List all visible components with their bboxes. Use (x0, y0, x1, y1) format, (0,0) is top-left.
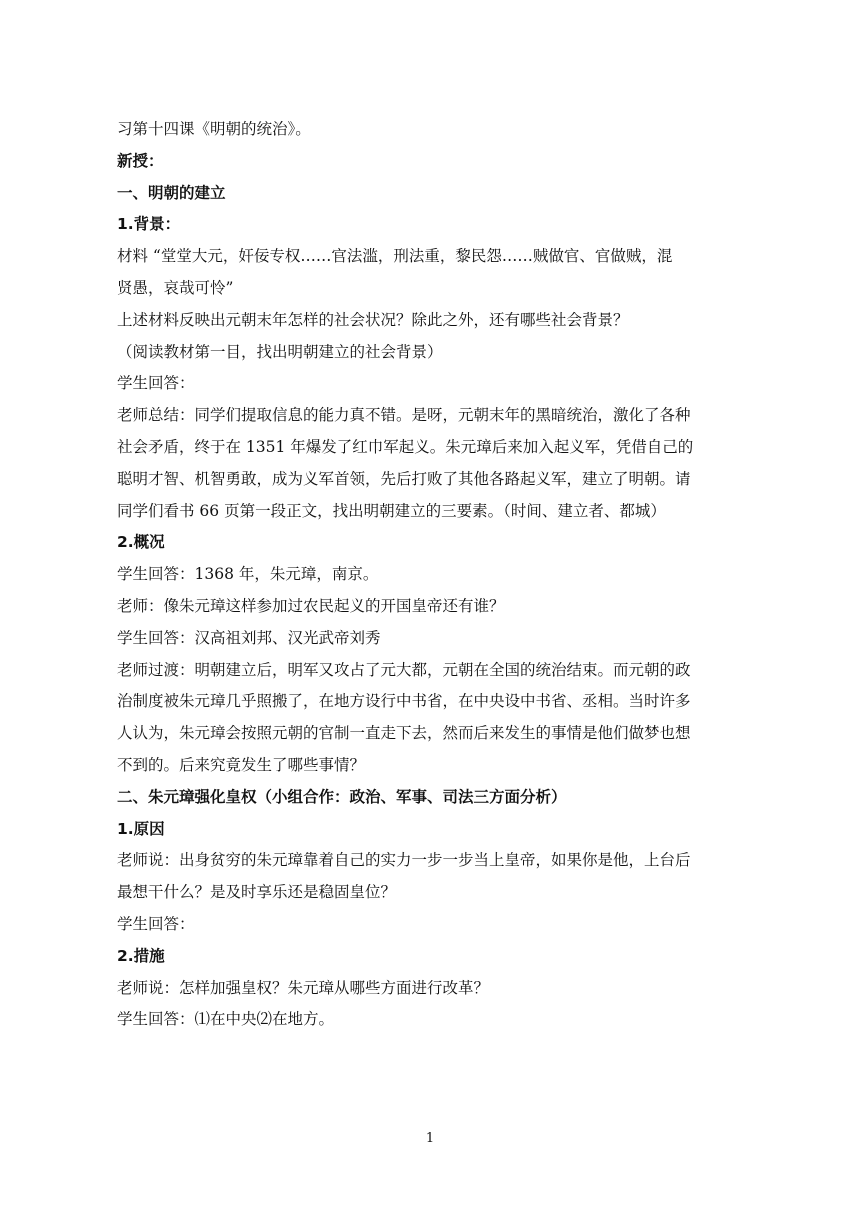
text-line: 学生回答： (117, 914, 195, 933)
text-line: （阅读教材第一目，找出明朝建立的社会背景） (117, 342, 443, 361)
document-body (117, 114, 757, 1036)
text-line: 学生回答： (117, 374, 195, 393)
page-number: 1 (425, 1131, 435, 1146)
text-line: 学生回答：1368 年，朱元璋，南京。 (117, 565, 379, 584)
text-line: 老师总结：同学们提取信息的能力真不错。是呀，元朝末年的黑暗统治，激化了各种 (117, 406, 691, 425)
text-line: 贤愚，哀哉可怜” (117, 278, 234, 297)
text-line: 最想干什么？是及时享乐还是稳固皇位？ (117, 883, 397, 902)
text-line: 老师说：出身贫穷的朱元璋靠着自己的实力一步一步当上皇帝，如果你是他，上台后 (117, 851, 691, 870)
section-heading: 1.原因 (117, 819, 165, 838)
section-heading: 二、朱元璋强化皇权（小组合作：政治、军事、司法三方面分析） (117, 787, 567, 806)
section-heading: 新授： (117, 151, 164, 170)
text-line: 学生回答：汉高祖刘邦、汉光武帝刘秀 (117, 628, 381, 647)
text-line: 人认为，朱元璋会按照元朝的官制一直走下去，然而后来发生的事情是他们做梦也想 (117, 724, 691, 743)
text-line: 不到的。后来究竟发生了哪些事情？ (117, 755, 366, 774)
text-line: 上述材料反映出元朝末年怎样的社会状况？除此之外，还有哪些社会背景？ (117, 310, 629, 329)
text-line: 习第十四课《明朝的统治》。 (117, 120, 311, 138)
text-line: 老师：像朱元璋这样参加过农民起义的开国皇帝还有谁？ (117, 596, 505, 615)
text-line: 材料 “堂堂大元，奸佞专权……官法滥，刑法重，黎民怨……贼做官、官做贼，混 (117, 247, 673, 266)
text-line: 老师说：怎样加强皇权？朱元璋从哪些方面进行改革？ (117, 978, 490, 997)
text-line: 聪明才智、机智勇敢，成为义军首领，先后打败了其他各路起义军，建立了明朝。请 (117, 469, 691, 488)
section-heading: 1.背景： (117, 215, 181, 234)
text-line: 老师过渡：明朝建立后，明军又攻占了元大都，元朝在全国的统治结束。而元朝的政 (117, 660, 691, 679)
text-line: 社会矛盾，终于在 1351 年爆发了红巾军起义。朱元璋后来加入起义军，凭借自己的 (117, 437, 694, 456)
section-heading: 2.概况 (117, 533, 165, 552)
text-line: 学生回答：⑴在中央⑵在地方。 (117, 1010, 335, 1029)
text-line: 治制度被朱元璋几乎照搬了，在地方设行中书省，在中央设中书省、丞相。当时许多 (117, 692, 691, 711)
text-line: 同学们看书 66 页第一段正文，找出明朝建立的三要素。（时间、建立者、都城） (117, 501, 666, 520)
section-heading: 一、明朝的建立 (117, 183, 226, 202)
section-heading: 2.措施 (117, 946, 165, 965)
